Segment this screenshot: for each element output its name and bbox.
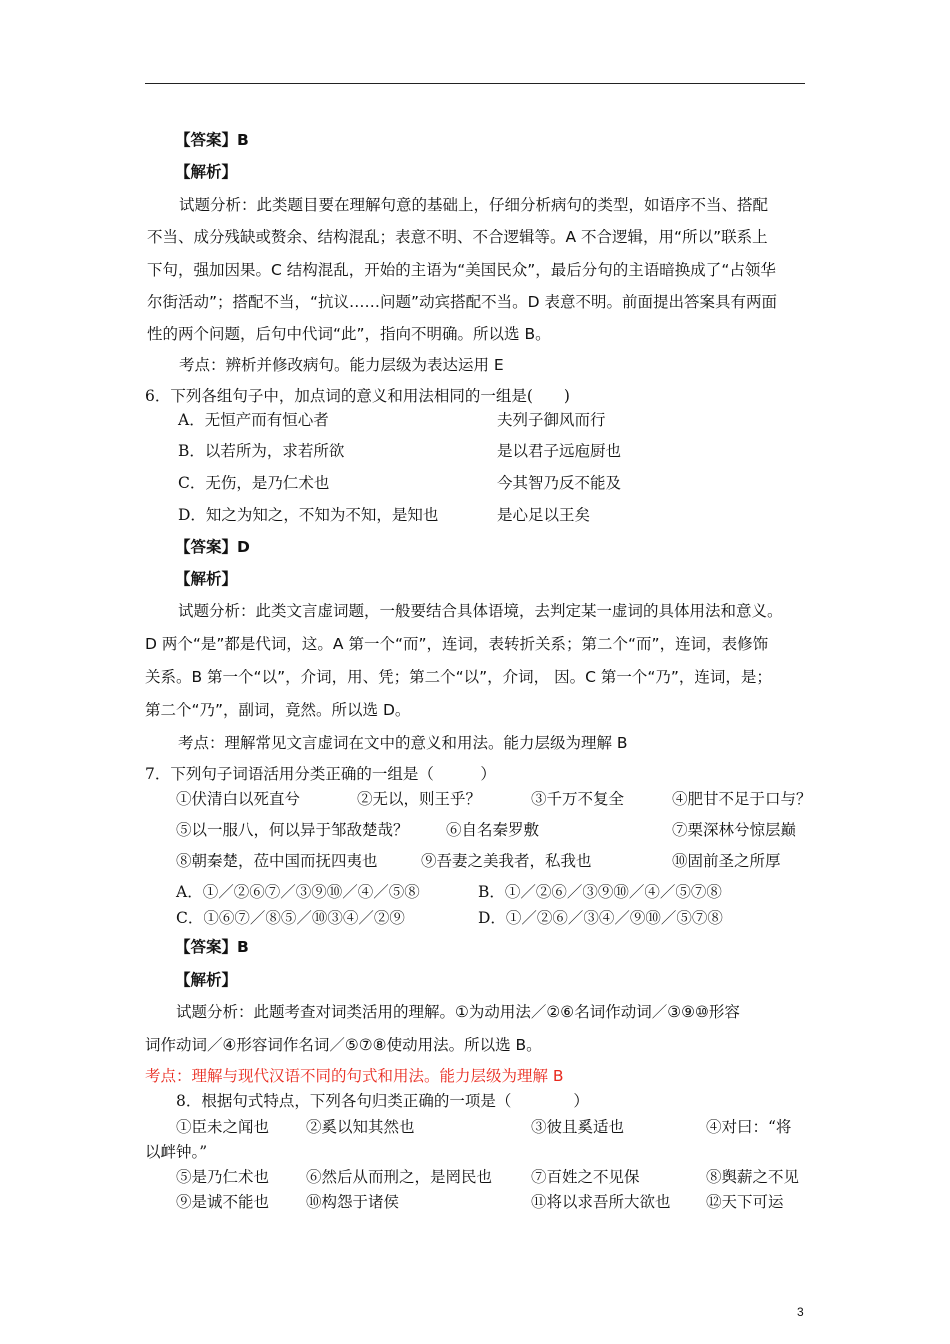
q6-option-b-left: B．以若所为，求若所欲 xyxy=(178,442,345,460)
q5-kaodian: 考点：辨析并修改病句。能力层级为表达运用 E xyxy=(179,356,504,374)
q5-analysis-line: 下句，强加因果。C 结构混乱，开始的主语为“美国民众”，最后分句的主语暗换成了“占领华 xyxy=(147,261,776,279)
q8-item: ⑫天下可运 xyxy=(706,1193,784,1211)
q5-analysis-line: 试题分析：此类题目要在理解句意的基础上，仔细分析病句的类型，如语序不当、搭配 xyxy=(179,196,769,214)
q7-analysis-line: 试题分析：此题考查对词类活用的理解。①为动用法／②⑥名词作动词／③⑨⑩形容 xyxy=(176,1003,740,1021)
q8-item: ④对曰：“将 xyxy=(706,1118,792,1136)
q6-option-b-right: 是以君子远庖厨也 xyxy=(497,442,622,460)
q7-item: ⑨吾妻之美我者，私我也 xyxy=(421,852,592,870)
q5-analysis-line: 性的两个问题，后句中代词“此”，指向不明确。所以选 B。 xyxy=(147,325,551,343)
q8-item: ⑩构怨于诸侯 xyxy=(306,1193,400,1211)
q5-analysis-head: 【解析】 xyxy=(175,163,238,181)
q6-stem: 6．下列各组句子中，加点词的意义和用法相同的一组是( ) xyxy=(145,387,570,405)
q8-item: ③彼且奚适也 xyxy=(531,1118,625,1136)
q5-analysis-line: 尔街活动”；搭配不当，“抗议……问题”动宾搭配不当。D 表意不明。前面提出答案具有两面 xyxy=(147,293,777,311)
q7-choice-a: A．①／②⑥⑦／③⑨⑩／④／⑤⑧ xyxy=(176,883,420,901)
q7-item: ⑦栗深林兮惊层巅 xyxy=(672,821,797,839)
q7-item: ②无以，则王乎？ xyxy=(357,790,482,808)
q7-item: ①伏清白以死直兮 xyxy=(176,790,301,808)
q7-answer: 【答案】B xyxy=(175,938,249,956)
q6-analysis-line: 试题分析：此类文言虚词题，一般要结合具体语境，去判定某一虚词的具体用法和意义。 xyxy=(178,602,783,620)
q7-item: ⑥自名秦罗敷 xyxy=(446,821,540,839)
q6-option-a-right: 夫列子御风而行 xyxy=(497,411,606,429)
q7-kaodian: 考点：理解与现代汉语不同的句式和用法。能力层级为理解 B xyxy=(145,1067,564,1085)
q8-item-cont: 以衅钟。” xyxy=(145,1143,208,1161)
q6-option-d-right: 是心足以王矣 xyxy=(497,506,591,524)
q7-analysis-line: 词作动词／④形容词作名词／⑤⑦⑧使动用法。所以选 B。 xyxy=(145,1036,542,1054)
q7-item: ⑩固前圣之所厚 xyxy=(672,852,781,870)
q8-item: ⑪将以求吾所大欲也 xyxy=(531,1193,671,1211)
q6-answer: 【答案】D xyxy=(175,538,250,556)
q7-item: ⑧朝秦楚，莅中国而抚四夷也 xyxy=(176,852,378,870)
q6-option-a-left: A．无恒产而有恒心者 xyxy=(178,411,329,429)
q5-analysis-line: 不当、成分残缺或赘余、结构混乱；表意不明、不合逻辑等。A 不合逻辑，用“所以”联系上 xyxy=(147,228,768,246)
q6-analysis-head: 【解析】 xyxy=(175,570,238,588)
q6-analysis-line: 关系。B 第一个“以”，介词，用、凭；第二个“以”，介词， 因。C 第一个“乃”，连词，是； xyxy=(145,668,772,686)
q6-option-d-left: D．知之为知之，不知为不知，是知也 xyxy=(178,506,439,524)
q7-stem: 7．下列句子词语活用分类正确的一组是（ ） xyxy=(145,765,496,783)
q6-option-c-right: 今其智乃反不能及 xyxy=(497,474,622,492)
q7-item: ④肥甘不足于口与？ xyxy=(672,790,812,808)
q7-choice-c: C．①⑥⑦／⑧⑤／⑩③④／②⑨ xyxy=(176,909,405,927)
page-number: 3 xyxy=(797,1305,804,1319)
q7-item: ⑤以一服八，何以异于邹敌楚哉？ xyxy=(176,821,409,839)
q8-item: ⑦百姓之不见保 xyxy=(531,1168,640,1186)
q8-item: ⑨是诚不能也 xyxy=(176,1193,270,1211)
q8-item: ⑧舆薪之不见 xyxy=(706,1168,800,1186)
q8-item: ②奚以知其然也 xyxy=(306,1118,415,1136)
q5-answer: 【答案】B xyxy=(175,131,249,149)
q6-analysis-line: 第二个“乃”，副词，竟然。所以选 D。 xyxy=(145,701,411,719)
q7-analysis-head: 【解析】 xyxy=(175,971,238,989)
q8-item: ⑤是乃仁术也 xyxy=(176,1168,270,1186)
q7-item: ③千万不复全 xyxy=(531,790,625,808)
q7-choice-b: B．①／②⑥／③⑨⑩／④／⑤⑦⑧ xyxy=(478,883,722,901)
q8-item: ⑥然后从而刑之，是罔民也 xyxy=(306,1168,493,1186)
header-rule xyxy=(145,83,805,84)
q6-analysis-line: D 两个“是”都是代词，这。A 第一个“而”，连词，表转折关系；第二个“而”，连词，表修饰 xyxy=(145,635,769,653)
q6-option-c-left: C．无伤，是乃仁术也 xyxy=(178,474,330,492)
q6-kaodian: 考点：理解常见文言虚词在文中的意义和用法。能力层级为理解 B xyxy=(178,734,628,752)
q8-item: ①臣未之闻也 xyxy=(176,1118,270,1136)
q7-choice-d: D．①／②⑥／③④／⑨⑩／⑤⑦⑧ xyxy=(478,909,723,927)
q8-stem: 8．根据句式特点，下列各句归类正确的一项是（ ） xyxy=(176,1092,589,1110)
